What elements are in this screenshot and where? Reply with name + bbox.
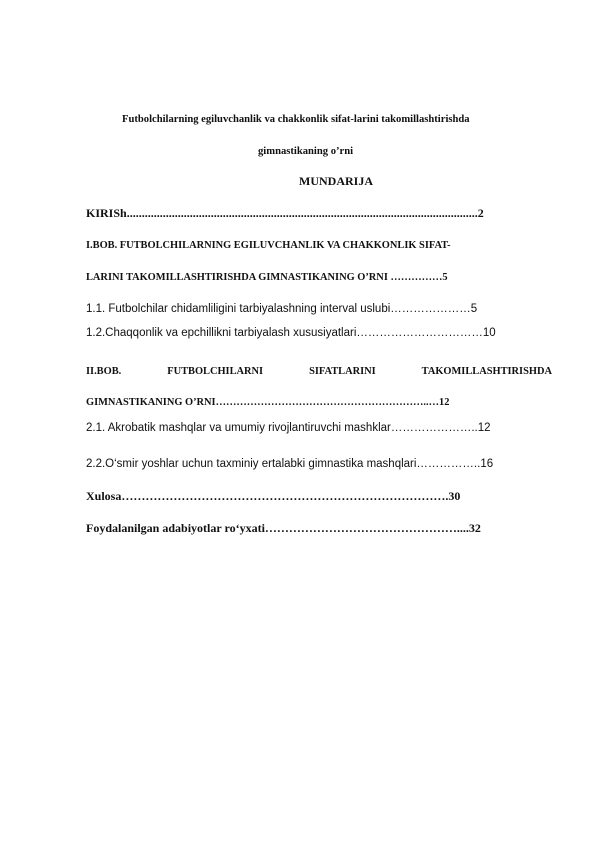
toc-entry-2-2: 2.2.O‘smir yoshlar uchun taxminiy ertalabki gimnastika mashqlari……………..16 <box>86 458 494 470</box>
toc-entry-2-1: 2.1. Akrobatik mashqlar va umumiy rivojlantiruvchi mashklar…………………..12 <box>86 422 491 434</box>
toc-entry-kirish: KIRISh.....................................................................................................................2 <box>86 206 484 220</box>
toc-entry-1-2: 1.2.Chaqqonlik va epchillikni tarbiyalash xususiyatlari……………………………10 <box>86 327 496 339</box>
toc-entry-adabiyotlar: Foydalanilgan adabiyotlar ro‘yxati…………………………………………....32 <box>86 521 481 535</box>
toc-entry-chapter-1-line-2: LARINI TAKOMILLASHTIRISHDA GIMNASTIKANING O’RNI ……………5 <box>86 272 448 283</box>
toc-entry-chapter-2-line-1 <box>86 366 552 377</box>
toc-entry-chapter-1-line-1: I.BOB. FUTBOLCHILARNING EGILUVCHANLIK VA CHAKKONLIK SIFAT- <box>86 240 451 251</box>
chapter-2-word-1: II.BOB. <box>86 366 122 377</box>
chapter-2-word-3: SIFATLARINI <box>309 366 376 377</box>
document-title-line-1: Futbolchilarning egiluvchanlik va chakkonlik sifat-larini takomillashtirishda <box>122 114 470 125</box>
toc-entry-chapter-2-line-2: GIMNASTIKANING O’RNI……………………………………………………..…12 <box>86 397 450 408</box>
chapter-2-word-4: TAKOMILLASHTIRISHDA <box>421 366 552 377</box>
toc-entry-xulosa: Xulosa……………………………………………………………………….30 <box>86 489 461 503</box>
document-title-line-2: gimnastikaning o’rni <box>258 146 354 157</box>
chapter-2-word-2: FUTBOLCHILARNI <box>167 366 264 377</box>
toc-entry-1-1: 1.1. Futbolchilar chidamliligini tarbiyalashning interval uslubi…………………5 <box>86 303 478 315</box>
contents-heading: MUNDARIJA <box>299 174 373 188</box>
